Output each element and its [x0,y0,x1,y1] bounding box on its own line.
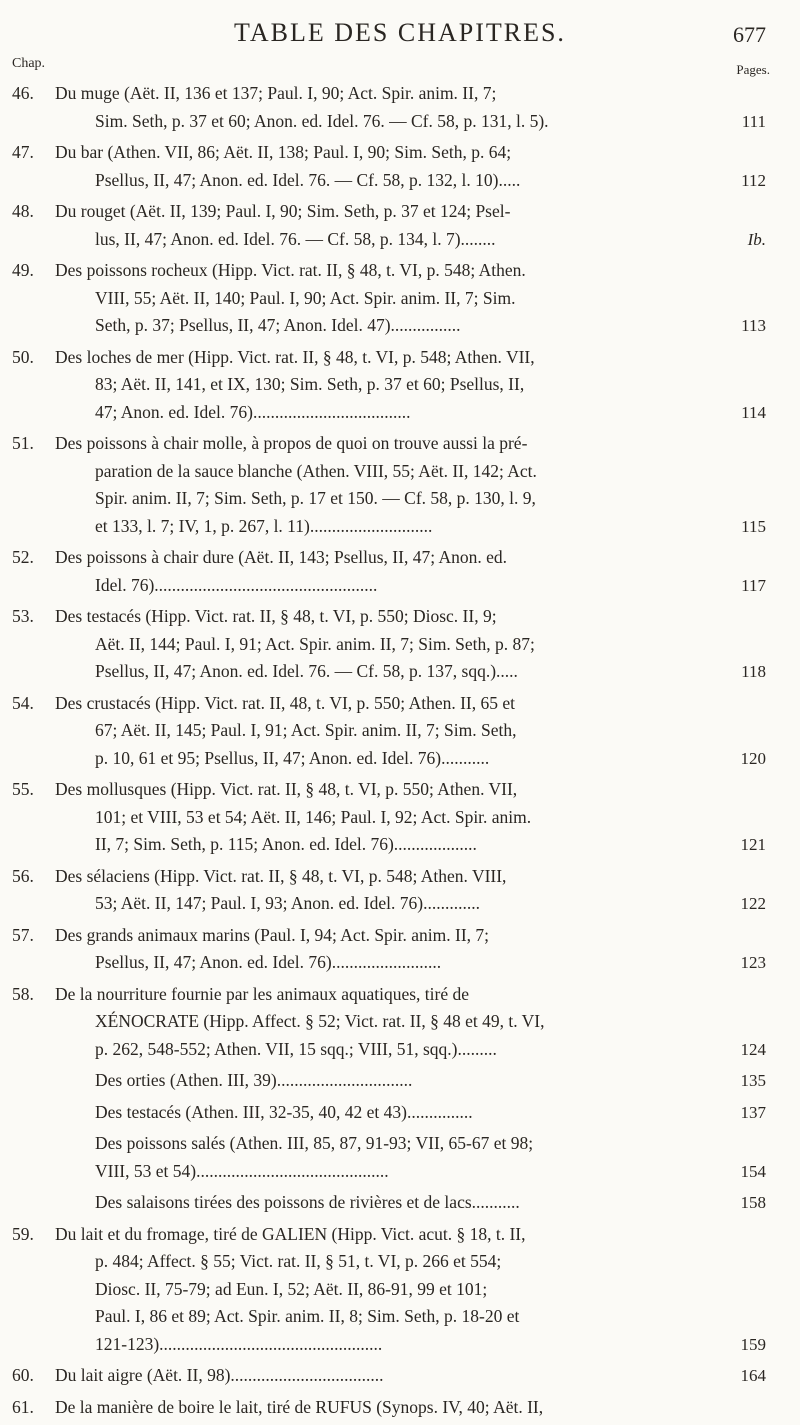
toc-entry-text: Sim. Seth, p. 37 et 60; Anon. ed. Idel. 76. — Cf. 58, p. 131, l. 5). [95,110,549,131]
toc-entry-line [0,572,800,600]
toc-entry-line [0,544,800,572]
toc-entry-line [0,1036,800,1064]
toc-entry-line [0,831,800,859]
toc-entry-text: Du bar (Athen. VII, 86; Aët. II, 138; Paul. I, 90; Sim. Seth, p. 64; [55,142,512,162]
toc-entry-text: Des testacés (Athen. III, 32-35, 40, 42 et 43)............... [95,1101,473,1122]
page-reference: 120 [740,748,766,768]
toc-entry-text: Psellus, II, 47; Anon. ed. Idel. 76. — Cf. 58, p. 137, sqq.)..... [95,661,518,681]
toc-entry-text: Du lait et du fromage, tiré de GALIEN (Hipp. Vict. acut. § 18, t. II, [55,1223,526,1244]
page-reference: 154 [740,1161,766,1181]
toc-entry-text: p. 10, 61 et 95; Psellus, II, 47; Anon. ed. Idel. 76)........... [95,747,490,768]
toc-entry-text: Diosc. II, 75-79; ad Eun. I, 52; Aët. II, 86-91, 99 et 101; [95,1278,488,1299]
toc-entry-line [0,717,800,745]
chapter-number: 47. [12,142,34,162]
toc-entry-line [0,1331,800,1359]
page-reference: 113 [741,316,766,335]
page-reference: 164 [740,1366,766,1385]
toc-entry-line [0,371,800,399]
chapter-number: 58. [12,983,34,1004]
toc-entry-line [0,1008,800,1036]
page-number: 677 [733,22,766,47]
toc-entry-text: Des poissons à chair molle, à propos de quoi on trouve aussi la pré- [55,433,528,453]
toc-entry-text: De la manière de boire le lait, tiré de RUFUS (Synops. IV, 40; Aët. II, [55,1396,544,1417]
toc-entry-text: Seth, p. 37; Psellus, II, 47; Anon. Idel. 47)................ [95,315,461,335]
page-reference: 122 [740,894,766,913]
page-reference: 114 [741,402,766,422]
page-reference: 112 [741,170,766,190]
toc-entry-text: Idel. 76)................................................... [95,574,378,595]
chapter-number: 52. [12,547,34,567]
toc-entry-text: Des mollusques (Hipp. Vict. rat. II, § 48, t. VI, p. 550; Athen. VII, [55,779,518,799]
toc-entry-text: Des crustacés (Hipp. Vict. rat. II, 48, t. VI, p. 550; Athen. II, 65 et [55,692,516,713]
toc-entry-text: 83; Aët. II, 141, et IX, 130; Sim. Seth, p. 37 et 60; Psellus, II, [95,374,525,394]
toc-entry-text: XÉNOCRATE (Hipp. Affect. § 52; Vict. rat. II, § 48 et 49, t. VI, [95,1011,545,1031]
toc-entry-line [0,1067,800,1095]
toc-entry-line [0,312,800,340]
toc-entry-text: et 133, l. 7; IV, 1, p. 267, l. 11)............................ [95,515,433,536]
toc-entry [0,198,800,253]
toc-entry-line [0,513,800,541]
toc-entry-text: paration de la sauce blanche (Athen. VIII, 55; Aët. II, 142; Act. [95,460,537,481]
toc-entry [0,344,800,427]
toc-entry-line [0,922,800,950]
chapter-number: 57. [12,924,34,945]
toc-entry-line [0,603,800,631]
toc-entry-line [0,745,800,773]
toc-entry [0,257,800,340]
toc-entry-line [0,167,800,195]
toc-entry-text: Du rouget (Aët. II, 139; Paul. I, 90; Sim. Seth, p. 37 et 124; Psel- [55,201,511,221]
chapter-number: 59. [12,1223,34,1244]
toc-entry-line [0,1276,800,1304]
toc-entry-text: Des testacés (Hipp. Vict. rat. II, § 48, t. VI, p. 550; Diosc. II, 9; [55,606,497,626]
toc-entry-line [0,690,800,718]
toc-entry-text: Paul. I, 86 et 89; Act. Spir. anim. II, 8; Sim. Seth, p. 18-20 et [95,1306,520,1326]
page-reference: 158 [740,1193,766,1212]
toc-entry-line [0,139,800,167]
toc-entry-text: Psellus, II, 47; Anon. ed. Idel. 76)......................... [95,952,442,972]
chapter-column-label: Chap. [12,56,46,71]
toc-entry [0,603,800,686]
toc-entry-line [0,285,800,313]
toc-entry-text: 53; Aët. II, 147; Paul. I, 93; Anon. ed. Idel. 76)............. [95,893,480,913]
toc-entry-text: II, 7; Sim. Seth, p. 115; Anon. ed. Idel. 76)................... [95,834,477,854]
toc-entry-text: Des poissons à chair dure (Aët. II, 143; Psellus, II, 47; Anon. ed. [55,547,508,567]
toc-entry-text: Du lait aigre (Aët. II, 98)................................... [55,1365,384,1385]
chapter-number: 50. [12,346,34,367]
toc-entry-line [0,1099,800,1127]
toc-entry [0,544,800,599]
toc-entry-text: Psellus, II, 47; Anon. ed. Idel. 76. — Cf. 58, p. 132, l. 10)..... [95,169,521,190]
toc-entry-line [0,430,800,458]
toc-entry [0,80,800,135]
toc-entry [0,139,800,194]
toc-entry-line [0,1158,800,1186]
toc-entry-line [0,804,800,832]
toc-entry [0,863,800,918]
chapter-number: 61. [12,1396,34,1417]
toc-entry-text: Des sélaciens (Hipp. Vict. rat. II, § 48, t. VI, p. 548; Athen. VIII, [55,865,507,886]
toc-entry-line [0,1394,800,1422]
toc-entry-text: VIII, 55; Aët. II, 140; Paul. I, 90; Act. Spir. anim. II, 7; Sim. [95,287,516,308]
toc-entry [0,776,800,859]
page-reference: 137 [740,1102,766,1122]
toc-entry-line [0,1248,800,1276]
toc-entry-text: Des orties (Athen. III, 39)............................... [95,1070,413,1090]
page-reference: 159 [740,1334,766,1354]
toc-entry [0,1394,800,1422]
toc-entry [0,1099,800,1127]
toc-entry-line [0,1362,800,1390]
page-reference: 118 [741,662,766,681]
chapter-number: 49. [12,260,34,280]
toc-entry-line [0,776,800,804]
chapter-number: 56. [12,865,34,886]
page-reference: 135 [740,1071,766,1090]
toc-entry-line [0,198,800,226]
page-reference: 123 [740,953,766,972]
toc-entry [0,922,800,977]
chapter-number: 51. [12,433,34,453]
toc-entry [0,1221,800,1359]
page-reference: 121 [740,835,766,854]
toc-entry-text: 121-123)................................................... [95,1333,383,1354]
toc-entry-text: p. 262, 548-552; Athen. VII, 15 sqq.; VIII, 51, sqq.)......... [95,1038,497,1059]
toc-entry-text: Aët. II, 144; Paul. I, 91; Act. Spir. anim. II, 7; Sim. Seth, p. 87; [95,633,535,654]
pages-column-label: Pages. [736,62,770,77]
toc-entry-text: Des salaisons tirées des poissons de rivières et de lacs........... [95,1192,520,1212]
toc-entry [0,1067,800,1095]
toc-entry-line [0,226,800,254]
toc-entry-line [0,80,800,108]
toc-entry-line [0,1303,800,1331]
chapter-number: 53. [12,606,34,626]
toc-entry-text: Des grands animaux marins (Paul. I, 94; Act. Spir. anim. II, 7; [55,924,490,945]
toc-entry-line [0,257,800,285]
toc-entry-text: Spir. anim. II, 7; Sim. Seth, p. 17 et 150. — Cf. 58, p. 130, l. 9, [95,488,536,508]
toc-entry-line [0,631,800,659]
toc-entry-line [0,1221,800,1249]
toc-entry [0,1189,800,1217]
toc-entry-line [0,1130,800,1158]
page-reference: 117 [741,575,766,595]
table-of-contents [0,80,800,1425]
toc-entry-text: p. 484; Affect. § 55; Vict. rat. II, § 51, t. VI, p. 266 et 554; [95,1251,502,1271]
toc-entry [0,430,800,540]
running-title: TABLE DES CHAPITRES. [234,18,566,47]
chapter-number: 54. [12,692,34,713]
toc-entry-line [0,890,800,918]
toc-entry-line [0,458,800,486]
chapter-number: 55. [12,779,34,799]
page-reference: 111 [741,111,766,131]
toc-entry [0,981,800,1064]
chapter-number: 46. [12,83,34,103]
toc-entry-line [0,981,800,1009]
toc-entry-text: lus, II, 47; Anon. ed. Idel. 76. — Cf. 58, p. 134, l. 7)........ [95,228,496,249]
page-reference: 124 [740,1039,766,1059]
toc-entry-text: Des loches de mer (Hipp. Vict. rat. II, § 48, t. VI, p. 548; Athen. VII, [55,346,535,367]
toc-entry-text: Du muge (Aët. II, 136 et 137; Paul. I, 90; Act. Spir. anim. II, 7; [55,83,497,103]
toc-entry-line [0,863,800,891]
toc-entry-text: 47; Anon. ed. Idel. 76).................................... [95,401,411,422]
toc-entry-line [0,108,800,136]
toc-entry-text: 67; Aët. II, 145; Paul. I, 91; Act. Spir. anim. II, 7; Sim. Seth, [95,720,517,740]
toc-entry [0,1362,800,1390]
toc-entry-line [0,949,800,977]
toc-entry-line [0,1189,800,1217]
chapter-number: 60. [12,1365,34,1385]
page-reference: 115 [741,516,766,536]
toc-entry [0,690,800,773]
toc-entry-text: Des poissons salés (Athen. III, 85, 87, 91-93; VII, 65-67 et 98; [95,1133,534,1153]
toc-entry-text: 101; et VIII, 53 et 54; Aët. II, 146; Paul. I, 92; Act. Spir. anim. [95,806,532,827]
toc-entry-line [0,344,800,372]
toc-entry-text: Des poissons rocheux (Hipp. Vict. rat. II, § 48, t. VI, p. 548; Athen. [55,260,526,280]
chapter-number: 48. [12,201,34,221]
toc-entry-line [0,485,800,513]
page-reference: Ib. [747,229,766,249]
toc-entry [0,1130,800,1185]
toc-entry-text: De la nourriture fournie par les animaux aquatiques, tiré de [55,983,470,1004]
toc-entry-text: VIII, 53 et 54)............................................ [95,1160,389,1181]
toc-entry-line [0,399,800,427]
toc-entry-line [0,658,800,686]
